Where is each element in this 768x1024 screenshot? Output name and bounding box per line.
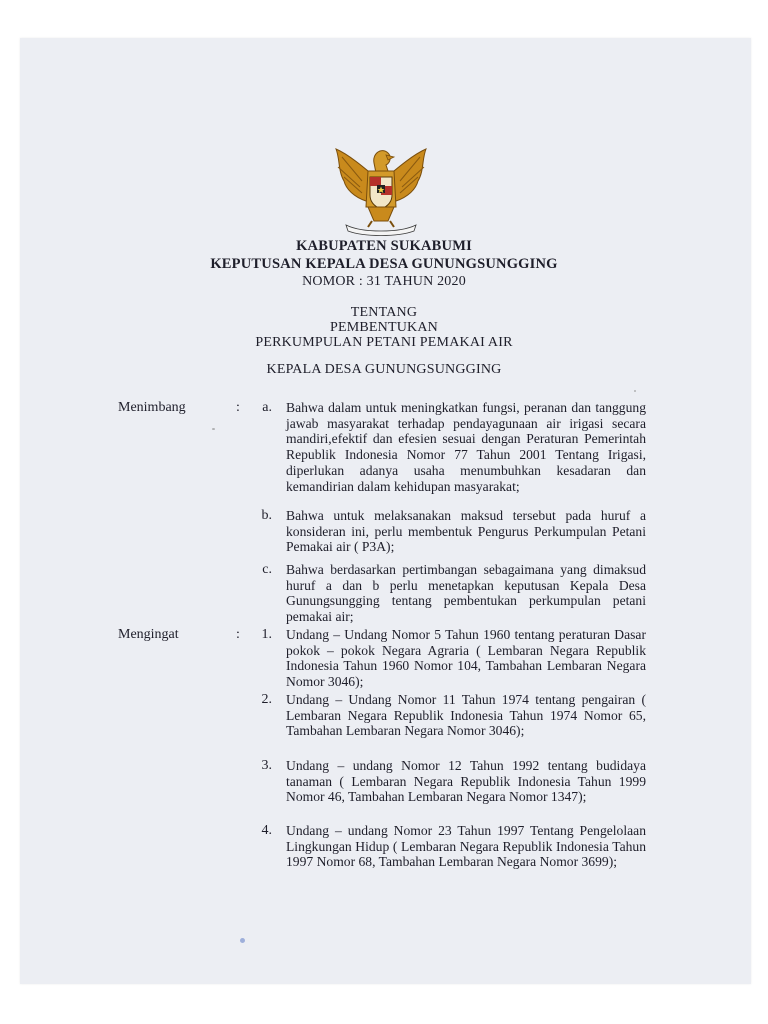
recalling-item-4: Undang – undang Nomor 23 Tahun 1997 Tentang Pengelolaan Lingkungan Hidup ( Lembaran Negara Republik Indonesia Tahun 1997 Nomor 68, Tambahan Lembaran Negara Nomor 3699);: [286, 823, 646, 870]
considering-item-b: Bahwa untuk melaksanakan maksud tersebut pada huruf a konsideran ini, perlu membentuk Pengurus Perkumpulan Petani Pemakai air ( P3A);: [286, 508, 646, 555]
section-colon: :: [236, 627, 240, 642]
about-heading: TENTANG: [350, 305, 418, 320]
considering-item-c: Bahwa berdasarkan pertimbangan sebagaimana yang dimaksud huruf a dan b perlu menetapkan keputusan Kepala Desa Gunungsungging tentang pembentukan perkumpulan petani pemakai air;: [286, 562, 646, 625]
item-mark: 3.: [261, 758, 272, 773]
garuda-emblem-icon: [328, 141, 434, 237]
scan-speck: [634, 390, 636, 392]
item-mark: a.: [262, 400, 272, 415]
recalling-item-2: Undang – Undang Nomor 11 Tahun 1974 tentang pengairan ( Lembaran Negara Republik Indonesia Tahun 1974 Nomor 65, Tambahan Lembaran Negara Nomor 3046);: [286, 692, 646, 739]
item-mark: 1.: [261, 627, 272, 642]
section-colon: :: [236, 400, 240, 415]
item-mark: 4.: [261, 823, 272, 838]
recalling-item-3: Undang – undang Nomor 12 Tahun 1992 tentang budidaya tanaman ( Lembaran Negara Republik Indonesia Tahun 1999 Nomor 46, Tambahan Lembaran Negara Nomor 1347);: [286, 758, 646, 805]
scan-speck: [212, 428, 215, 430]
recalling-item-1: Undang – Undang Nomor 5 Tahun 1960 tentang peraturan Dasar pokok – pokok Negara Agraria ( Lembaran Negara Republik Indonesia Tahun 1960 Nomor 104, Tambahan Lembaran Negara Nomor 3046);: [286, 627, 646, 690]
section-label-menimbang: Menimbang: [118, 400, 186, 415]
scan-speck: [240, 938, 245, 943]
subject-line-2: PERKUMPULAN PETANI PEMAKAI AIR: [255, 335, 513, 350]
item-mark: 2.: [261, 692, 272, 707]
item-mark: b.: [261, 508, 272, 523]
authority-line: KEPALA DESA GUNUNGSUNGGING: [266, 362, 502, 377]
regency-heading: KABUPATEN SUKABUMI: [296, 238, 472, 254]
considering-item-a: Bahwa dalam untuk meningkatkan fungsi, peranan dan tanggung jawab masyarakat terhadap pendayagunaan air irigasi secara mandiri,efektif dan efesien sesuai dengan Peraturan Pemerintah Republik Indonesia Nomor 77 Tahun 2001 Tentang Irigasi, diperlukan adanya usaha menumbuhkan kesadaran dan kemandirian dalam kehidupan masyarakat;: [286, 400, 646, 494]
section-label-mengingat: Mengingat: [118, 627, 179, 642]
item-mark: c.: [262, 562, 272, 577]
subject-line-1: PEMBENTUKAN: [330, 320, 438, 335]
decree-title: KEPUTUSAN KEPALA DESA GUNUNGSUNGGING: [210, 256, 558, 272]
decree-number: NOMOR : 31 TAHUN 2020: [302, 274, 466, 289]
